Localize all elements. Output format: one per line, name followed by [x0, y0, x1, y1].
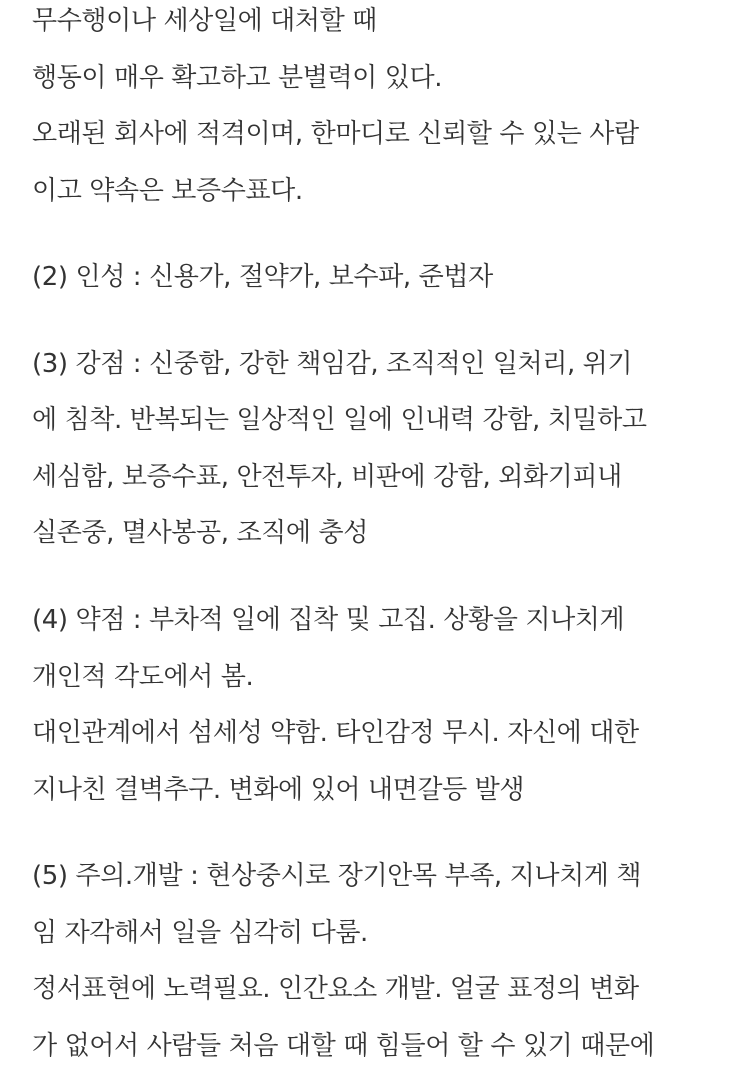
text-line: 세심함, 보증수표, 안전투자, 비판에 강함, 외화기피내	[32, 462, 622, 492]
text-line: 행동이 매우 확고하고 분별력이 있다.	[32, 63, 443, 93]
text-line: 가 없어서 사람들 처음 대할 때 힘들어 할 수 있기 때문에	[32, 1031, 655, 1061]
section-heading-line: (4) 약점 : 부차적 일에 집착 및 고집. 상황을 지나치게	[32, 605, 625, 635]
text-line: 에 침착. 반복되는 일상적인 일에 인내력 강함, 치밀하고	[32, 405, 647, 435]
text-line: 오래된 회사에 적격이며, 한마디로 신뢰할 수 있는 사람	[32, 119, 639, 149]
section-heading-line: (2) 인성 : 신용가, 절약가, 보수파, 준법자	[32, 262, 493, 292]
text-line: 정서표현에 노력필요. 인간요소 개발. 얼굴 표정의 변화	[32, 974, 639, 1004]
text-line: 임 자각해서 일을 심각히 다룸.	[32, 918, 368, 948]
section-heading-line: (5) 주의.개발 : 현상중시로 장기안목 부족, 지나치게 책	[32, 861, 642, 891]
section-heading-line: (3) 강점 : 신중함, 강한 책임감, 조직적인 일처리, 위기	[32, 349, 633, 379]
text-line: 지나친 결벽추구. 변화에 있어 내면갈등 발생	[32, 775, 525, 805]
text-line: 이고 약속은 보증수표다.	[32, 176, 303, 206]
text-line: 실존중, 멸사봉공, 조직에 충성	[32, 518, 368, 548]
text-line: 개인적 각도에서 봄.	[32, 662, 254, 692]
text-line: 대인관계에서 섬세성 약함. 타인감정 무시. 자신에 대한	[32, 718, 639, 748]
text-line: 무수행이나 세상일에 대처할 때	[32, 6, 377, 36]
